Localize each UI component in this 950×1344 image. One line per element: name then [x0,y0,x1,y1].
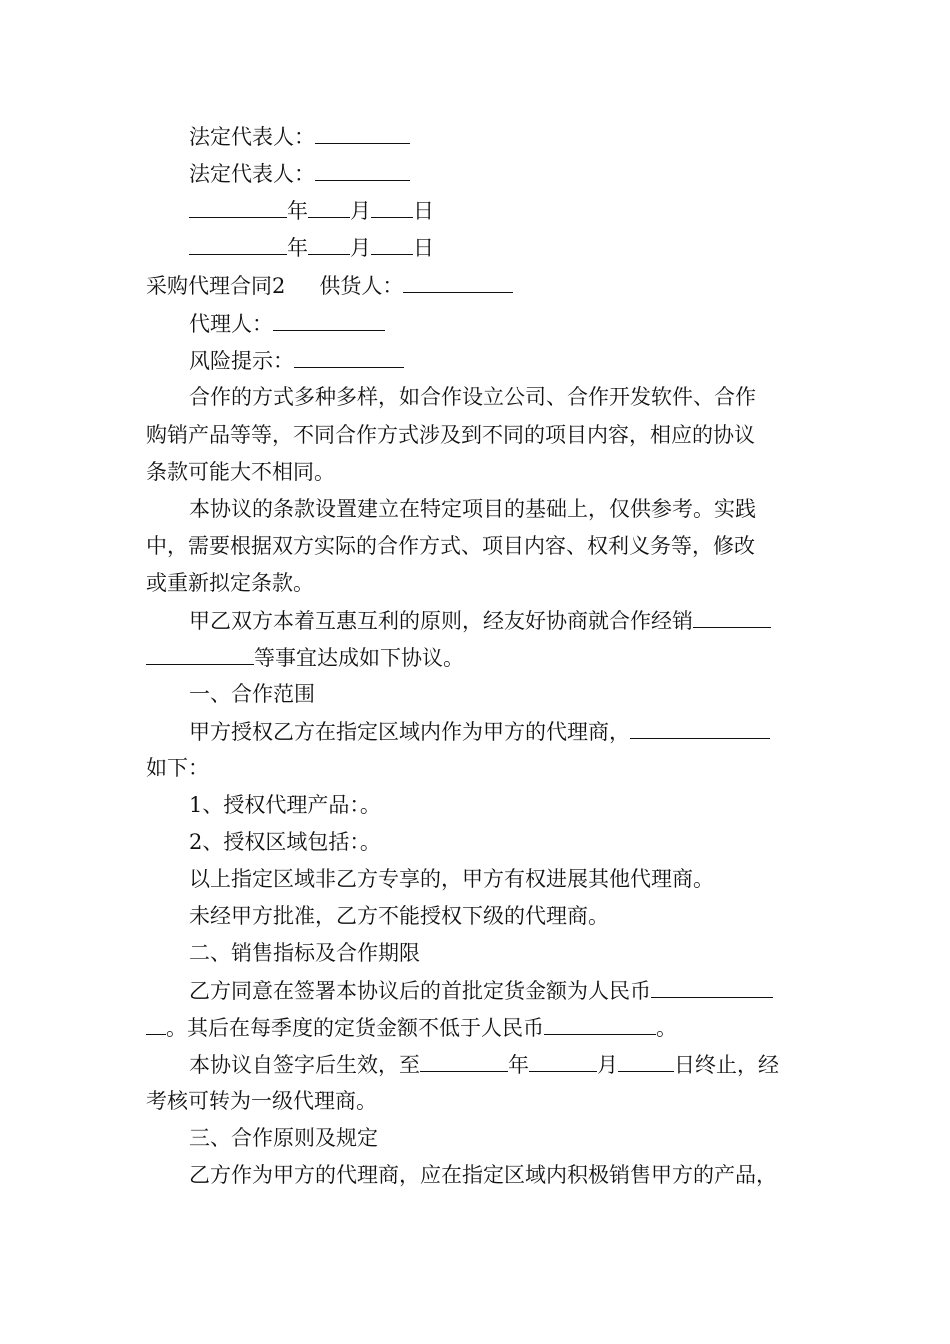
month-blank[interactable] [529,1049,597,1072]
fill-blank[interactable] [146,1012,166,1035]
agent-line [189,308,810,339]
text-segment: 甲方授权乙方在指定区域内作为甲方的代理商， [189,720,630,744]
legal-rep-blank[interactable] [315,121,410,144]
legal-rep-blank[interactable] [315,158,410,181]
section-heading-3: 三、合作原则及规定 [189,1126,378,1150]
paragraph-line: 以上指定区域非乙方专享的，甲方有权进展其他代理商。 [189,867,714,891]
legal-rep-line-1 [189,121,810,152]
month-label: 月 [350,199,371,223]
year-blank[interactable] [189,195,287,218]
month-label: 月 [350,236,371,260]
section-heading-1: 一、合作范围 [189,682,315,706]
year-blank[interactable] [420,1049,508,1072]
year-label: 年 [508,1053,529,1077]
paragraph-line: 中，需要根据双方实际的合作方式、项目内容、权利义务等，修改 [146,534,755,558]
fill-blank[interactable] [651,975,773,998]
contract-title: 采购代理合同2 [146,274,286,298]
day-blank[interactable] [371,232,413,255]
paragraph-line [189,1049,810,1080]
day-label: 日 [413,236,434,260]
fill-blank[interactable] [630,716,770,739]
year-label: 年 [287,236,308,260]
fill-blank[interactable] [146,642,254,665]
list-item: 2、授权区域包括：。 [189,830,381,854]
text-segment: 。 [656,1016,677,1040]
risk-label: 风险提示： [189,349,294,373]
paragraph-line: 本协议的条款设置建立在特定项目的基础上，仅供参考。实践 [189,497,756,521]
fill-blank[interactable] [693,605,771,628]
paragraph-line [146,1012,810,1043]
agent-label: 代理人： [189,312,273,336]
paragraph-line: 条款可能大不相同。 [146,460,335,484]
paragraph-line: 未经甲方批准，乙方不能授权下级的代理商。 [189,904,609,928]
risk-blank[interactable] [294,345,404,368]
date-line-1 [189,195,810,226]
legal-rep-label: 法定代表人： [189,162,315,186]
supplier-blank[interactable] [403,270,513,293]
text-segment: 。其后在每季度的定货金额不低于人民币 [166,1016,544,1040]
month-blank[interactable] [308,195,350,218]
legal-rep-label: 法定代表人： [189,125,315,149]
text-segment: 甲乙双方本着互惠互利的原则，经友好协商就合作经销 [189,609,693,633]
paragraph-line: 如下： [146,756,209,780]
text-segment: 本协议自签字后生效，至 [189,1053,420,1077]
risk-line [189,345,810,376]
day-label: 日 [413,199,434,223]
text-segment: 等事宜达成如下协议。 [254,646,464,670]
day-blank[interactable] [371,195,413,218]
paragraph-line: 乙方作为甲方的代理商，应在指定区域内积极销售甲方的产品， [189,1163,777,1187]
agent-blank[interactable] [273,308,385,331]
text-segment: 乙方同意在签署本协议后的首批定货金额为人民币 [189,979,651,1003]
month-blank[interactable] [308,232,350,255]
paragraph-line [189,716,810,747]
day-blank[interactable] [618,1049,674,1072]
section-heading-2: 二、销售指标及合作期限 [189,941,420,965]
list-item: 1、授权代理产品：。 [189,793,381,817]
date-line-2 [189,232,810,263]
supplier-label: 供货人： [319,274,404,298]
paragraph-line: 购销产品等等，不同合作方式涉及到不同的项目内容，相应的协议 [146,423,755,447]
year-label: 年 [287,199,308,223]
paragraph-line [189,605,810,636]
paragraph-line: 考核可转为一级代理商。 [146,1089,377,1113]
legal-rep-line-2 [189,158,810,189]
paragraph-line [146,642,810,673]
fill-blank[interactable] [544,1012,656,1035]
text-segment: 日终止，经 [674,1053,779,1077]
paragraph-line [189,975,810,1006]
paragraph-line: 或重新拟定条款。 [146,571,314,595]
month-label: 月 [597,1053,618,1077]
contract-title-line [146,270,810,301]
paragraph-line: 合作的方式多种多样，如合作设立公司、合作开发软件、合作 [189,385,756,409]
year-blank[interactable] [189,232,287,255]
